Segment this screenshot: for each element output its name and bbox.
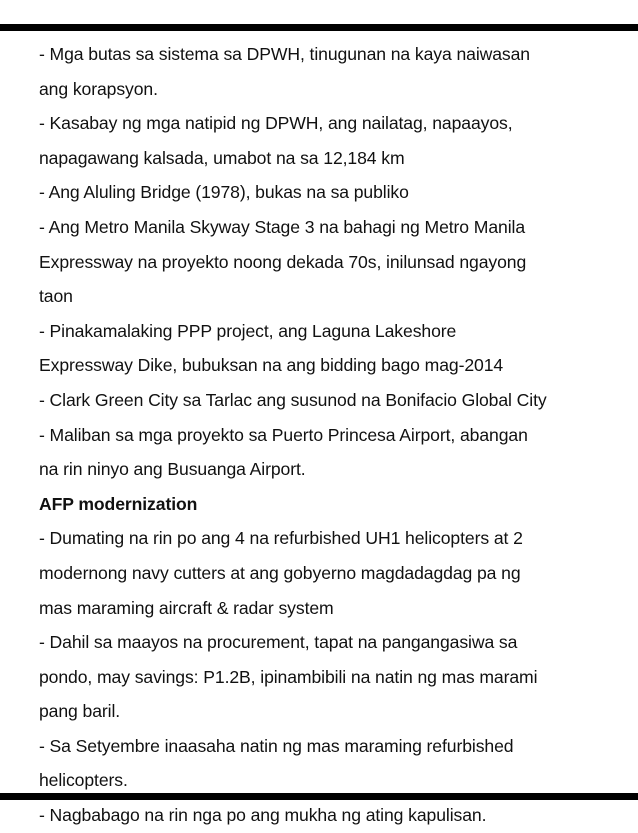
text-line: - Sa Setyembre inaasaha natin ng mas maraming refurbished [39,735,514,756]
text-line: - Kasabay ng mga natipid ng DPWH, ang nailatag, napaayos, [39,113,513,134]
bottom-border-rule [0,793,638,800]
text-line: - Dumating na rin po ang 4 na refurbished UH1 helicopters at 2 [39,528,523,549]
text-line: - Dahil sa maayos na procurement, tapat na pangangasiwa sa [39,632,518,653]
text-line: na rin ninyo ang Busuanga Airport. [39,459,306,480]
text-line: - Nagbabago na rin nga po ang mukha ng ating kapulisan. [39,805,487,826]
text-line: - Ang Aluling Bridge (1978), bukas na sa publiko [39,182,409,203]
text-line: - Ang Metro Manila Skyway Stage 3 na bahagi ng Metro Manila [39,216,526,237]
text-line: pang baril. [39,701,121,722]
text-line: Expressway na proyekto noong dekada 70s, inilunsad ngayong [39,251,527,272]
text-line: Expressway Dike, bubuksan na ang bidding bago mag-2014 [39,355,504,376]
text-line: helicopters. [39,770,128,791]
text-line: - Clark Green City sa Tarlac ang susunod na Bonifacio Global City [39,389,547,410]
text-line: mas maraming aircraft & radar system [39,597,334,618]
section-heading: AFP modernization [39,493,198,514]
text-line: pondo, may savings: P1.2B, ipinambibili na natin ng mas marami [39,666,538,687]
top-border-rule [0,24,638,31]
text-line: - Pinakamalaking PPP project, ang Laguna Lakeshore [39,320,457,341]
text-line: ang korapsyon. [39,78,158,99]
text-line: taon [39,286,73,307]
text-line: - Maliban sa mga proyekto sa Puerto Princesa Airport, abangan [39,424,528,445]
text-line: modernong navy cutters at ang gobyerno magdadagdag pa ng [39,562,521,583]
text-line: - Mga butas sa sistema sa DPWH, tinugunan na kaya naiwasan [39,44,530,64]
text-line: napagawang kalsada, umabot na sa 12,184 km [39,147,405,168]
document-body [39,37,624,833]
